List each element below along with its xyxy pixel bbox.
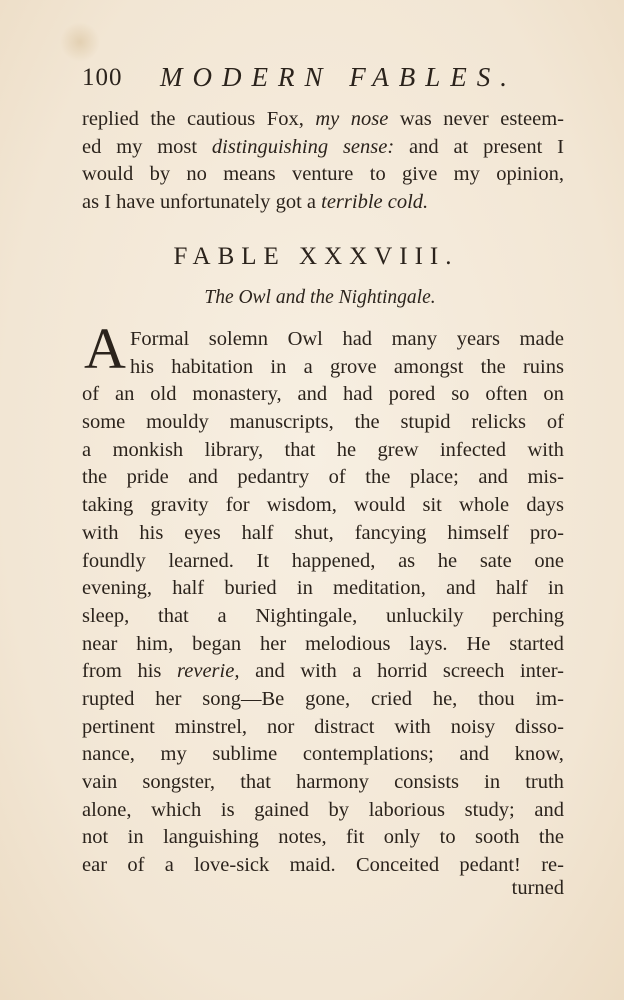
word: most: [157, 135, 198, 158]
text-line: [82, 797, 564, 825]
word: he: [336, 438, 357, 461]
word: re-: [541, 854, 564, 877]
word: half: [495, 577, 528, 600]
word: meditation,: [333, 577, 426, 600]
text-line: [82, 161, 564, 189]
word: from: [82, 660, 122, 683]
word: Formal: [130, 328, 190, 350]
word: lays.: [409, 632, 448, 655]
word: Fox,: [266, 108, 304, 130]
word: the: [150, 108, 176, 130]
word: the: [82, 466, 108, 489]
word: love-sick: [194, 854, 270, 877]
word: perching: [492, 604, 564, 627]
word: unluckily: [386, 604, 464, 627]
word: whole: [459, 494, 510, 517]
word: pored: [388, 383, 436, 406]
word: nance,: [82, 743, 135, 766]
word: maid.: [289, 854, 336, 877]
word: a: [306, 191, 316, 214]
word: means: [223, 163, 276, 186]
word: songster,: [142, 771, 216, 793]
italic-word: reverie,: [177, 660, 240, 683]
text-line: [82, 575, 564, 603]
word: shut,: [294, 521, 334, 544]
word: of: [82, 383, 100, 406]
word: give: [402, 163, 438, 186]
word: sate: [479, 549, 512, 572]
word: sit: [422, 494, 442, 517]
word: and: [409, 135, 439, 158]
word: her: [259, 632, 287, 655]
word: a: [352, 660, 362, 683]
word: had: [343, 383, 373, 406]
word: that: [284, 438, 316, 461]
word: for: [225, 494, 250, 517]
word: monkish: [112, 438, 184, 461]
word: and: [459, 743, 489, 766]
word: grew: [377, 438, 419, 461]
word: and: [297, 383, 328, 406]
word: song—Be: [202, 687, 285, 710]
word: manuscripts,: [229, 411, 334, 434]
word: that: [158, 604, 189, 627]
word: habitation: [171, 355, 254, 378]
continuation-paragraph: [82, 106, 564, 217]
text-line: [82, 189, 564, 217]
word: only: [383, 826, 421, 849]
word: He: [466, 632, 491, 655]
word: opinion,: [496, 163, 564, 186]
text-line: [82, 106, 564, 134]
word: rupted: [82, 687, 135, 710]
word: he,: [432, 687, 458, 710]
italic-word: my: [315, 108, 340, 130]
word: near: [82, 632, 118, 655]
word: would: [354, 494, 406, 517]
word: unfortunately: [159, 191, 271, 214]
word: so: [451, 383, 470, 406]
word: cried: [370, 687, 412, 710]
word: pedantry: [237, 466, 310, 489]
word: is: [220, 798, 235, 821]
word: himself: [447, 521, 509, 544]
word: a: [217, 604, 227, 627]
word: which: [151, 798, 202, 821]
text-line: [82, 326, 564, 354]
word: with: [527, 438, 564, 461]
word: Conceited: [355, 854, 440, 877]
word: nor: [266, 715, 295, 738]
word: venture: [291, 163, 354, 186]
word: consists: [394, 771, 459, 793]
word: an: [115, 383, 135, 406]
word: his: [137, 660, 162, 683]
word: a: [303, 355, 313, 378]
word: in: [547, 577, 564, 600]
text-line: [82, 134, 564, 162]
word: pride: [126, 466, 169, 489]
word: of: [127, 854, 145, 877]
word: a: [164, 854, 174, 877]
word: im-: [535, 687, 564, 710]
word: not: [82, 826, 109, 849]
word: never: [443, 108, 489, 130]
word: no: [186, 163, 207, 186]
word: have: [116, 191, 155, 214]
word: half: [172, 577, 205, 600]
word: her: [155, 687, 182, 710]
word: his: [130, 355, 154, 378]
word: contemplations;: [302, 743, 434, 766]
word: he: [437, 549, 458, 572]
word: disso-: [515, 715, 564, 738]
word: my: [160, 743, 187, 766]
word: and: [255, 660, 285, 683]
word: replied: [82, 108, 139, 130]
word: began: [192, 632, 242, 655]
text-line: [82, 603, 564, 631]
text-line: [82, 492, 564, 520]
word: library,: [204, 438, 264, 461]
word: distract: [314, 715, 375, 738]
word: half: [241, 521, 274, 544]
text-line: [82, 464, 564, 492]
word: stupid: [400, 411, 451, 434]
word: and: [478, 466, 508, 489]
word: one: [534, 549, 564, 572]
word: pro-: [529, 521, 564, 544]
text-line: [82, 631, 564, 659]
word: ed: [82, 135, 102, 158]
word: learned.: [168, 549, 234, 572]
italic-word: sense:: [342, 135, 395, 158]
word: ear: [82, 854, 108, 877]
catchword-block: [82, 875, 564, 903]
word: some: [82, 411, 126, 434]
word: inter-: [519, 660, 564, 683]
word: was: [399, 108, 432, 130]
text-line: [82, 686, 564, 714]
word: with: [394, 715, 431, 738]
paper-stain: [60, 22, 100, 62]
text-line: [82, 381, 564, 409]
word: amongst: [393, 355, 464, 378]
word: and: [188, 466, 218, 489]
word: happened,: [291, 549, 376, 572]
word: gone,: [305, 687, 351, 710]
word: in: [484, 771, 501, 793]
word: by: [328, 798, 350, 821]
word: with: [300, 660, 337, 683]
word: my: [116, 135, 143, 158]
page-number: 100: [82, 64, 123, 91]
text-line: [82, 769, 564, 797]
word: the: [365, 466, 391, 489]
word: know,: [514, 743, 564, 766]
word: study;: [464, 798, 515, 821]
word: buried: [224, 577, 277, 600]
word: gained: [254, 798, 309, 821]
word: truth: [525, 771, 564, 793]
word: in: [127, 826, 144, 849]
text-line: [82, 658, 564, 686]
word: I: [104, 191, 112, 214]
word: Owl: [287, 328, 323, 350]
fable-heading: FABLE XXXVIII.: [173, 243, 459, 270]
word: mouldy: [146, 411, 209, 434]
italic-word: terrible: [321, 191, 383, 214]
word: started: [509, 632, 564, 655]
word: ruins: [522, 355, 564, 378]
word: years: [456, 328, 500, 350]
word: my: [453, 163, 480, 186]
word: days: [526, 494, 564, 517]
word: pertinent: [82, 715, 155, 738]
word: pedant!: [459, 854, 521, 877]
running-title: MODERN FABLES.: [160, 62, 517, 92]
italic-word: cold.: [387, 191, 429, 214]
word: languishing: [163, 826, 259, 849]
italic-word: nose: [350, 108, 389, 130]
fable-body: [82, 326, 564, 880]
word: harmony: [296, 771, 369, 793]
word: taking: [82, 494, 134, 517]
word: grove: [329, 355, 377, 378]
word: would: [82, 163, 134, 186]
word: It: [256, 549, 270, 572]
word: often: [485, 383, 528, 406]
word: as: [82, 191, 100, 214]
word: sleep,: [82, 604, 130, 627]
word: minstrel,: [174, 715, 248, 738]
text-line: [82, 437, 564, 465]
word: monastery,: [192, 383, 282, 406]
word: sooth: [475, 826, 520, 849]
word: alone,: [82, 798, 132, 821]
text-line: [82, 409, 564, 437]
word: him,: [136, 632, 174, 655]
word: foundly: [82, 549, 146, 572]
word: to: [439, 826, 456, 849]
word: horrid: [377, 660, 428, 683]
word: eyes: [184, 521, 221, 544]
word: relicks: [471, 411, 527, 434]
word: a: [82, 438, 92, 461]
word: had: [342, 328, 373, 350]
word: cautious: [186, 108, 256, 130]
text-line: [82, 741, 564, 769]
word: to: [369, 163, 386, 186]
word: the: [354, 411, 380, 434]
word: as: [398, 549, 416, 572]
text-line: [82, 824, 564, 852]
word: screech: [442, 660, 505, 683]
word: evening,: [82, 577, 153, 600]
word: with: [82, 521, 119, 544]
word: melodious: [305, 632, 391, 655]
word: sublime: [212, 743, 278, 766]
word: gravity: [150, 494, 209, 517]
drop-cap: A: [84, 316, 126, 381]
text-line: [82, 714, 564, 742]
word: got: [275, 191, 302, 214]
word: of: [328, 466, 346, 489]
text-line: [82, 354, 564, 382]
text-line: [82, 548, 564, 576]
word: Nightingale,: [255, 604, 358, 627]
word: by: [149, 163, 171, 186]
word: I: [557, 135, 564, 158]
word: his: [139, 521, 164, 544]
fable-title: The Owl and the Nightingale.: [204, 287, 436, 308]
word: infected: [439, 438, 506, 461]
page-header: [82, 62, 542, 98]
word: on: [543, 383, 564, 406]
word: notes,: [278, 826, 327, 849]
word: fancying: [354, 521, 427, 544]
word: vain: [82, 771, 118, 793]
word: old: [150, 383, 177, 406]
word: made: [519, 328, 564, 350]
word: and: [534, 798, 564, 821]
word: thou: [478, 687, 515, 710]
word: the: [480, 355, 506, 378]
word: of: [546, 411, 564, 434]
word: mis-: [527, 466, 564, 489]
text-line: [82, 520, 564, 548]
word: place;: [409, 466, 459, 489]
word: laborious: [368, 798, 445, 821]
word: and: [446, 577, 476, 600]
italic-word: distinguishing: [211, 135, 329, 158]
word: fit: [346, 826, 365, 849]
word: in: [296, 577, 313, 600]
word: at: [453, 135, 469, 158]
catchword: turned: [511, 877, 564, 899]
word: the: [538, 826, 564, 849]
word: wisdom,: [266, 494, 337, 517]
word: noisy: [450, 715, 496, 738]
word: solemn: [208, 328, 268, 350]
word: that: [240, 771, 271, 793]
word: many: [391, 328, 438, 350]
word: esteem-: [500, 108, 564, 130]
word: present: [483, 135, 543, 158]
word: in: [270, 355, 287, 378]
